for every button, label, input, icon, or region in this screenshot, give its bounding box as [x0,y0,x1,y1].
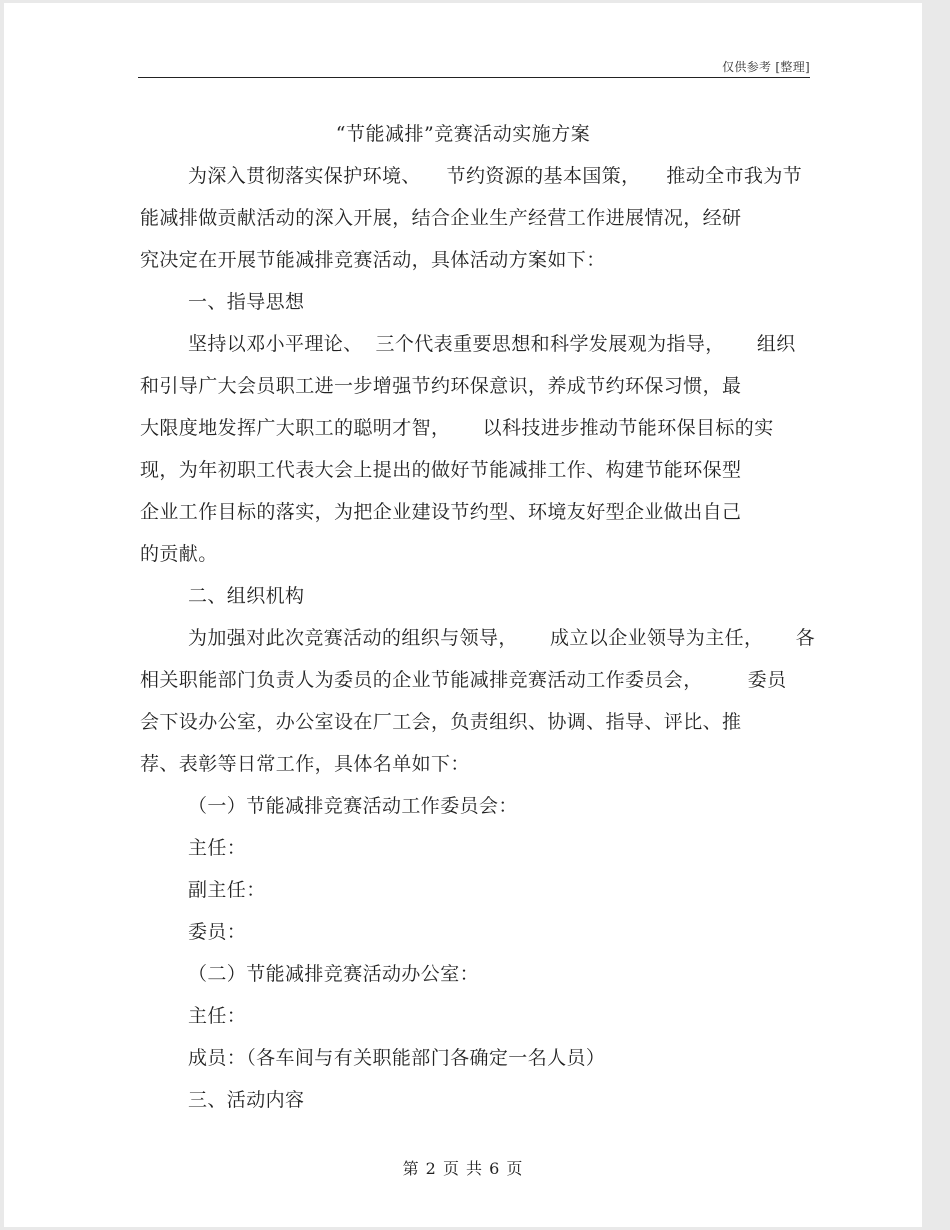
header-divider [138,77,810,78]
page-number: 第 2 页 共 6 页 [402,1159,524,1178]
list-item: 委员： [188,921,247,943]
paragraph-line: 荐、表彰等日常工作，具体名单如下： [140,753,470,775]
section-heading: 二、组织机构 [188,585,305,607]
document-title: “节能减排”竞赛活动实施方案 [335,123,591,145]
list-item: 成员：（各车间与有关职能部门各确定一名人员） [188,1047,606,1069]
list-item: 副主任： [188,879,266,901]
list-item: 主任： [188,1005,247,1027]
paragraph-line: 为加强对此次竞赛活动的组织与领导， 成立以企业领导为主任， 各 [188,627,815,649]
subsection-heading: （二）节能减排竞赛活动办公室： [188,963,480,985]
paragraph-line: 大限度地发挥广大职工的聪明才智， 以科技进步推动节能环保目标的实 [140,417,774,439]
document-page [4,3,922,1227]
list-item: 主任： [188,837,247,859]
paragraph-line: 和引导广大会员职工进一步增强节约环保意识，养成节约环保习惯，最 [140,375,742,397]
paragraph-line: 究决定在开展节能减排竞赛活动，具体活动方案如下： [140,249,606,271]
paragraph-line: 的贡献。 [140,543,218,565]
header-note: 仅供参考 [整理] [722,60,810,74]
paragraph-line: 坚持以邓小平理论、 三个代表重要思想和科学发展观为指导， 组织 [188,333,796,355]
section-heading: 一、指导思想 [188,291,305,313]
paragraph-line: 为深入贯彻落实保护环境、 节约资源的基本国策， 推动全市我为节 [188,165,803,187]
paragraph-line: 相关职能部门负责人为委员的企业节能减排竞赛活动工作委员会， 委员 [140,669,787,691]
paragraph-line: 现，为年初职工代表大会上提出的做好节能减排工作、构建节能环保型 [140,459,742,481]
section-heading: 三、活动内容 [188,1089,305,1111]
paragraph-line: 企业工作目标的落实，为把企业建设节约型、环境友好型企业做出自己 [140,501,742,523]
paragraph-line: 能减排做贡献活动的深入开展，结合企业生产经营工作进展情况，经研 [140,207,742,229]
subsection-heading: （一）节能减排竞赛活动工作委员会： [188,795,518,817]
paragraph-line: 会下设办公室，办公室设在厂工会，负责组织、协调、指导、评比、推 [140,711,742,733]
